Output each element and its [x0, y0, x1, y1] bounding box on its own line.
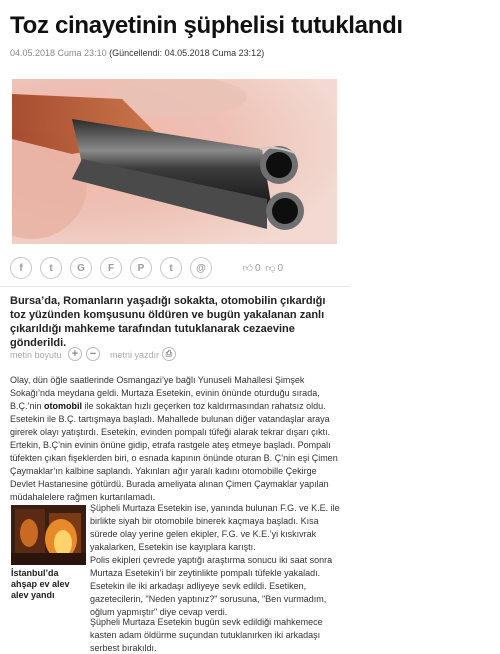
article-summary: Bursa’da, Romanların yaşadığı sokakta, otomobilin çıkardığı toz yüzünden komşusunu öldüren ve bugün yakalanan zanlı çıkarıldığı mahkeme tarafından tutuklanarak cezaevine gönderildi.	[10, 295, 326, 349]
body-paragraph-4	[10, 616, 340, 654]
related-caption[interactable]: İstanbul’da ahşap ev alev alev yandı	[11, 568, 70, 600]
body-text: ile sokaktan hızlı geçerken toz kaldırmasından rahatsız oldu. Esetekin ile B.Ç. tartışmaya başladı. Mahallede bulunan diğer vatandaşlar araya girerek olayı yatıştırdı. Esetekin, evinden pompalı tüfeği alarak tekrar dışarı çıktı. Ertekin, B.Ç’nin evinin önüne gidip, etrafa rastgele ateş etmeye başladı. Pompalı tüfekten çıkan fişeklerden biri, o esnada kapının önünde oturan B. Ç’nin eşi Çimen Çaymaklar’ın kalbine saplandı. Yakınları ağır yaralı kadını otomobille Çekirge Devlet Hastanesine götürdü. Burada ameliyata alınan Çimen Çaymaklar yapılan müdahalelere rağmen kurtarılamadı.	[10, 401, 338, 502]
article-dateline	[10, 48, 264, 58]
publish-date: 04.05.2018 Cuma 23:10	[10, 48, 107, 58]
share-bar	[10, 257, 338, 283]
print-icon[interactable]: ⎙	[162, 347, 176, 361]
thumbs-down-icon[interactable]: 👎︎	[265, 263, 276, 274]
print-label[interactable]: metni yazdır	[110, 350, 160, 360]
updated-date: (Güncellendi: 04.05.2018 Cuma 23:12)	[109, 48, 265, 58]
tumblr-icon[interactable]: t	[160, 257, 182, 279]
dislike-count: 0	[277, 263, 283, 274]
body-paragraph-2: Şüpheli Murtaza Esetekin ise, yanında bulunan F.G. ve K.E. ile birlikte siyah bir otomobile binerek kaçmaya başladı. Kısa sürede olay yerine gelen ekipler, F.G. ve K.E.’yi kıskıvrak yakalarken, Esetekin ise kayıplara karıştı.	[90, 503, 340, 552]
email-icon[interactable]: @	[190, 257, 212, 279]
like-count: 0	[254, 263, 261, 274]
related-article[interactable]	[11, 505, 86, 603]
inline-link-otomobil[interactable]: otomobil	[44, 401, 83, 411]
article-title: Toz cinayetinin şüphelisi tutuklandı	[10, 12, 403, 39]
hero-image-shotgun	[12, 79, 337, 244]
pinterest-icon[interactable]: P	[130, 257, 152, 279]
increase-font-button[interactable]: +	[68, 347, 82, 361]
body-text: Şüpheli Murtaza Esetekin bugün sevk edildiği mahkemece kasten adam öldürme suçundan tutuklanırken iki arkadaşı serbest bırakıldı.	[90, 617, 323, 653]
body-paragraph-1	[10, 374, 340, 504]
google-plus-icon[interactable]: G	[70, 257, 92, 279]
vote-counters	[240, 262, 283, 274]
twitter-icon[interactable]: t	[40, 257, 62, 279]
body-paragraph-3: Polis ekipleri çevrede yaptığı araştırma sonucu iki saat sonra Murtaza Esetekin’i bir zeytinlikte pompalı tüfekle yakaladı. Esetekin ile iki arkadaşı adliyeye sevk edildi. Esetiken, gazetecilerin, "Neden yaptınız?" sorusuna, "Ben vurmadım, oğlum yapmıştır" diye cevap verdi.	[90, 555, 333, 617]
related-image-fire	[11, 505, 86, 565]
font-size-label: metin boyutu	[10, 350, 62, 360]
divider	[0, 286, 350, 287]
flipboard-icon[interactable]: F	[100, 257, 122, 279]
thumbs-up-icon[interactable]: 👍︎	[242, 263, 253, 274]
text-tools	[10, 347, 340, 363]
decrease-font-button[interactable]: −	[86, 347, 100, 361]
facebook-icon[interactable]: f	[10, 257, 32, 279]
body-text: Olay, dün öğle saatlerinde Osmangazi’ye bağlı Yunuseli Mahallesi Şimşek Sokağı’nda meydana geldi. Murtaza Esetekin, evinin önünde oturduğu sırada, B.Ç.’nin	[10, 375, 320, 411]
